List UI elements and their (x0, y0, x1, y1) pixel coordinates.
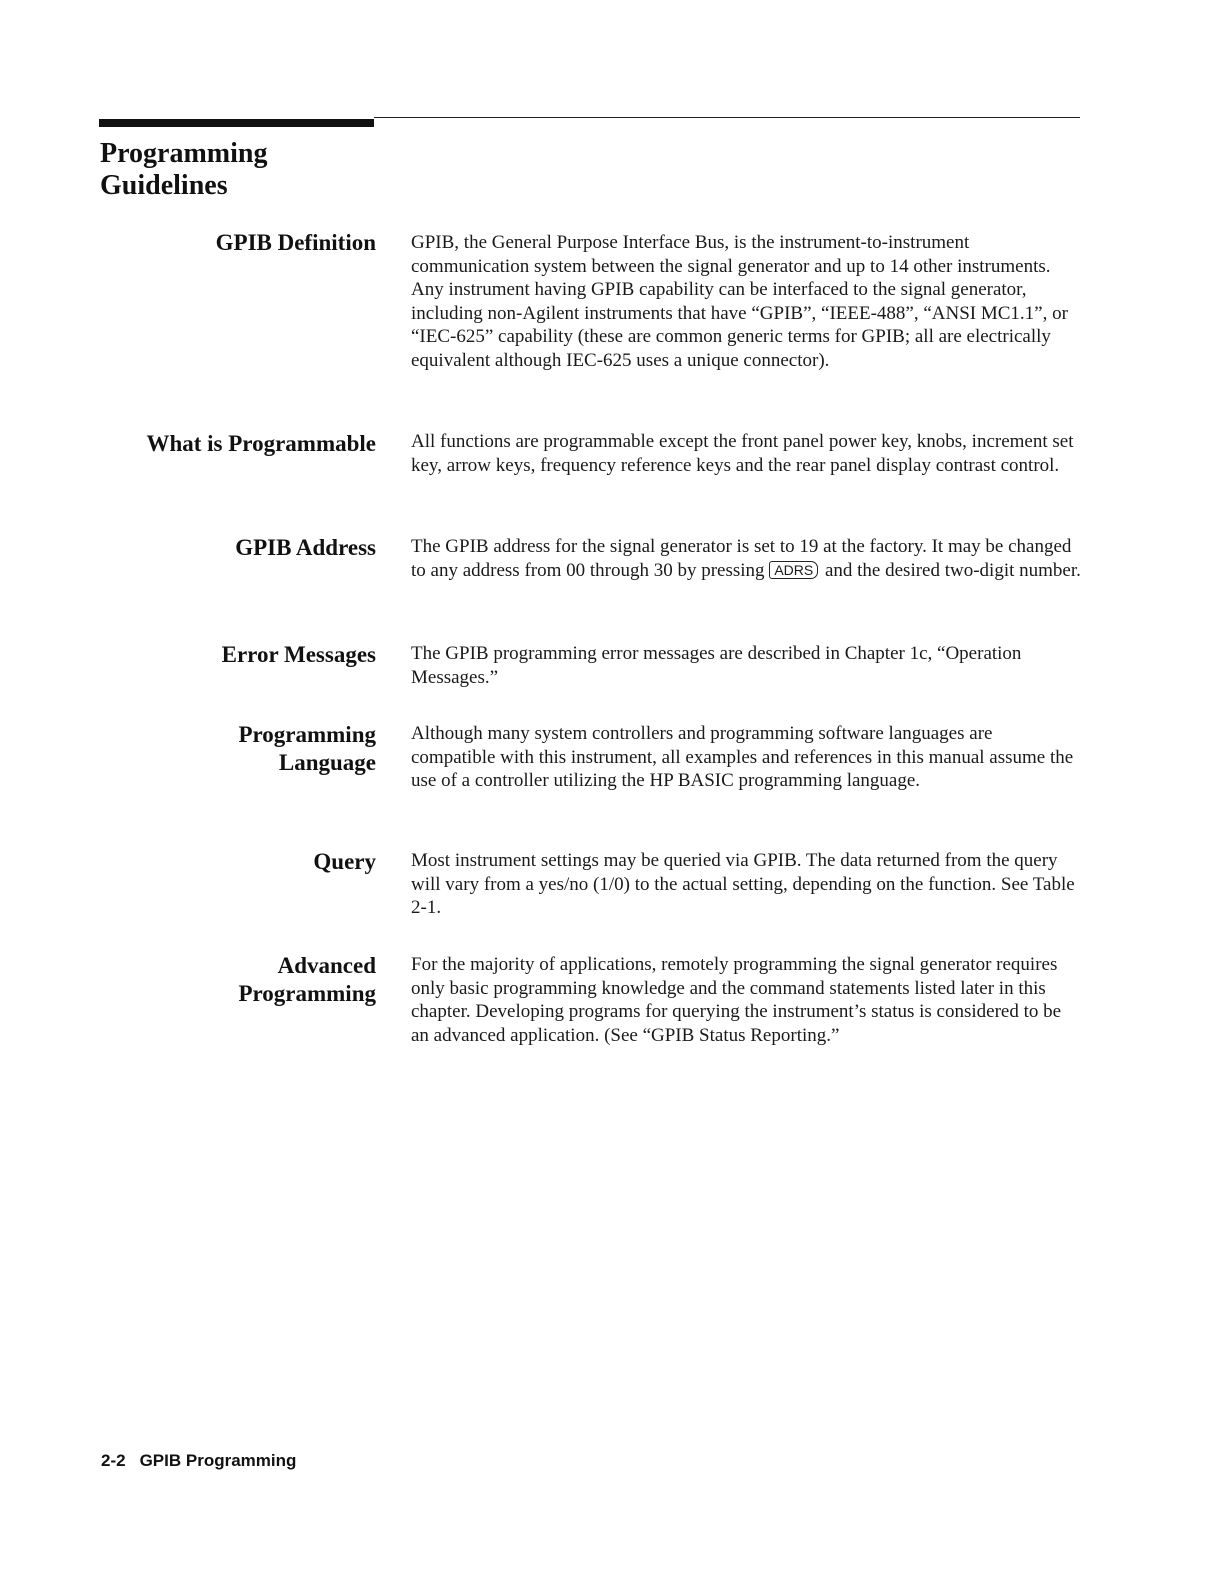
header-rule-thick (99, 119, 374, 127)
query-text: Most instrument settings may be queried via GPIB. The data returned from the query will vary from a yes/no (1/0) to the actual setting, depending on the function. See Table 2-1. (411, 850, 1075, 919)
advanced-programming-heading-line1: Advanced (277, 953, 376, 978)
what-is-programmable-heading: What is Programmable (146, 431, 376, 456)
programming-language-body (411, 722, 1081, 793)
gpib-address-text-part1: The GPIB address for the signal generator is set to 19 at the factory. It may be changed to any address from 00 through 30 by pressing (411, 536, 1072, 581)
advanced-programming-body (411, 953, 1081, 1047)
programming-language-heading-line2: Language (278, 750, 376, 775)
programming-language-heading (76, 721, 376, 777)
error-messages-body (411, 642, 1081, 689)
gpib-definition-heading: GPIB Definition (215, 230, 376, 255)
header-rule-thin (374, 117, 1080, 118)
error-messages-heading: Error Messages (221, 642, 376, 667)
footer-chapter-name: GPIB Programming (139, 1451, 297, 1470)
what-is-programmable-text: All functions are programmable except the front panel power key, knobs, increment set key, arrow keys, frequency reference keys and the rear panel display contrast control. (411, 431, 1074, 476)
programming-language-text: Although many system controllers and programming software languages are compatible with this instrument, all examples and references in this manual assume the use of a controller utilizing the HP BASIC programming language. (411, 723, 1074, 792)
query-heading: Query (313, 849, 376, 874)
query-body (411, 849, 1081, 920)
page-footer (101, 1451, 296, 1471)
chapter-title-line2: Guidelines (100, 170, 228, 201)
gpib-address-body (411, 535, 1081, 582)
advanced-programming-text: For the majority of applications, remotely programming the signal generator requires only basic programming knowledge and the command statements listed later in this chapter. Developing programs for querying the instrument’s status is considered to be an advanced application. (See “GPIB Status Reporting.” (411, 954, 1062, 1046)
adrs-key: ADRS (769, 561, 818, 579)
advanced-programming-heading (76, 952, 376, 1008)
chapter-title-line1: Programming (100, 138, 268, 169)
error-messages-text: The GPIB programming error messages are described in Chapter 1c, “Operation Messages.” (411, 643, 1022, 688)
programming-language-heading-line1: Programming (238, 722, 376, 747)
gpib-address-text-part2: and the desired two-digit number. (824, 559, 1081, 581)
gpib-address-text (411, 535, 1081, 582)
gpib-address-heading: GPIB Address (235, 535, 376, 560)
what-is-programmable-body (411, 430, 1081, 477)
gpib-definition-text: GPIB, the General Purpose Interface Bus, is the instrument-to-instrument communication system between the signal generator and up to 14 other instruments. Any instrument having GPIB capability can be interfaced to the signal generator, including non-Agilent instruments that have “GPIB”, “IEEE-488”, “ANSI MC1.1”, or “IEC-625” capability (these are common generic terms for GPIB; all are electrically equivalent although IEC-625 uses a unique connector). (411, 232, 1068, 371)
advanced-programming-heading-line2: Programming (238, 981, 376, 1006)
chapter-title (100, 138, 267, 202)
footer-page-number: 2-2 (101, 1451, 126, 1470)
gpib-definition-body (411, 231, 1081, 373)
